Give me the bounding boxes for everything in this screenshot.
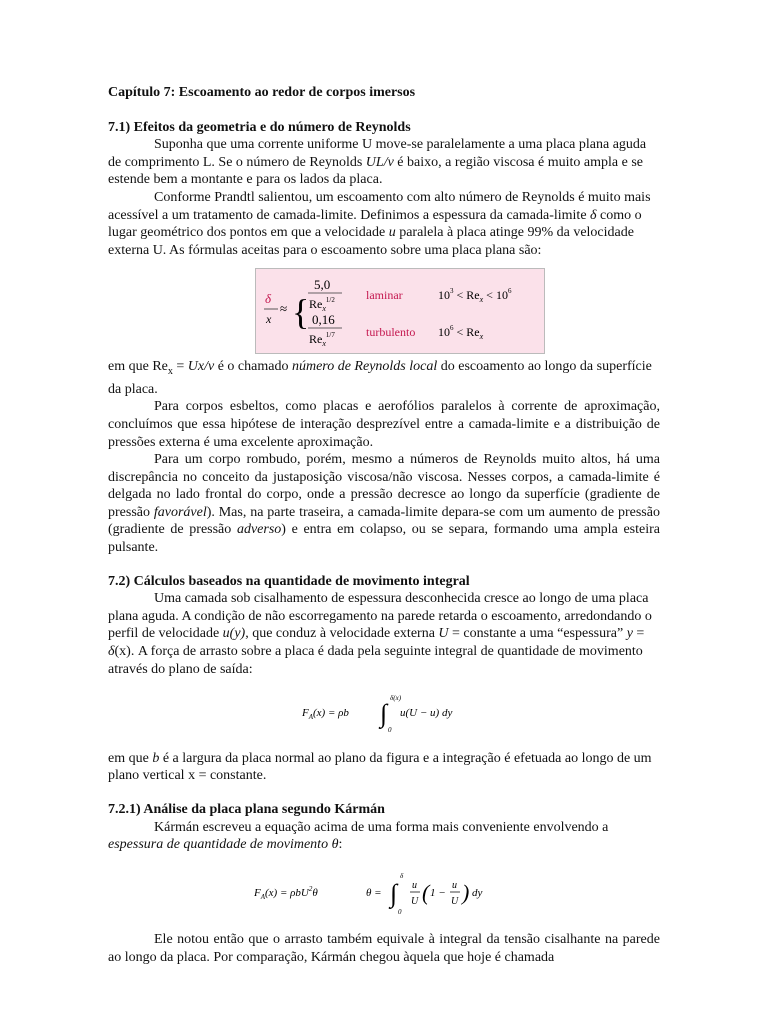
svg-text:0: 0 bbox=[388, 726, 392, 735]
svg-text:): ) bbox=[462, 879, 470, 905]
section-7-1-heading: 7.1) Efeitos da geometria e do número de Reynolds bbox=[108, 119, 411, 135]
paragraph: Para um corpo rombudo, porém, mesmo a números de Reynolds muito altos, há uma discrepância no conceito da justaposição viscosa/não viscosa. Nesses corpos, a camada-limite é delgada no lado frontal do corpo, onde a pressão decresce ao longo da superfície (gradiente de pressão favorável). Mas, na parte traseira, a camada-limite depara-se com um aumento de pressão (gradiente de pressão adverso) e entra em colapso, ou se separa, formando uma ampla esteira pulsante. bbox=[108, 452, 660, 556]
section-7-2-1-heading: 7.2.1) Análise da placa plana segundo Kármán bbox=[108, 802, 385, 818]
svg-text:≈: ≈ bbox=[280, 301, 288, 317]
svg-text:u: u bbox=[412, 879, 417, 891]
paragraph: Para corpos esbeltos, como placas e aerofólios paralelos à corrente de aproximação, concluímos que essa hipótese de interação desprezível entre a camada-limite e a distribuição de pressões externa é uma excelente aproximação. bbox=[108, 399, 660, 450]
chapter-title: Capítulo 7: Escoamento ao redor de corpos imersos bbox=[108, 85, 416, 100]
document-page bbox=[108, 84, 660, 967]
boundary-layer-formula-box bbox=[255, 268, 545, 354]
svg-text:δ(x): δ(x) bbox=[390, 694, 402, 703]
momentum-integral-equation bbox=[108, 690, 660, 740]
paragraph: Ele notou então que o arrasto também equivale à integral da tensão cisalhante na parede ao longo da placa. Por comparação, Kármán chegou àquela que hoje é chamada bbox=[108, 932, 660, 965]
svg-text:∫: ∫ bbox=[390, 878, 398, 908]
paragraph: Suponha que uma corrente uniforme U move-se paralelamente a uma placa plana aguda de comprimento L. Se o número de Reynolds UL/ν é baixo, a região viscosa é muito ampla e se estende bem a montante e para os lados da placa. bbox=[108, 137, 647, 188]
svg-text:FA(x) = ρb: $F_A(x) = \rho b$ bbox=[302, 707, 349, 722]
boundary-layer-formula bbox=[256, 269, 544, 353]
svg-text:FA(x) = ρbU2θ: $F_A(x) = \rho bU^2\theta$ bbox=[254, 884, 318, 901]
turbulent-numerator: 0,16 bbox=[312, 312, 335, 328]
svg-text:∫: ∫ bbox=[380, 699, 388, 729]
turbulent-label: turbulento bbox=[366, 325, 416, 340]
paragraph: Conforme Prandtl salientou, um escoamento com alto número de Reynolds é muito mais acessível a um tratamento de camada-limite. Definimos a espessura da camada-limite δ como o lugar geométrico dos pontos em que a velocidade u paralela à placa atinge 99% da velocidade externa U. As fórmulas aceitas para o escoamento sobre uma placa plana são: bbox=[108, 189, 651, 258]
svg-text:Rex1/7: $Re_x^{1/7}$ bbox=[309, 331, 335, 349]
paragraph: em que b é a largura da placa normal ao plano da figura e a integração é efetuada ao longo de um plano vertical x = constante. bbox=[108, 750, 652, 784]
svg-text:{: { bbox=[292, 292, 310, 333]
svg-text:0: 0 bbox=[398, 907, 402, 916]
svg-text:u: u bbox=[452, 879, 457, 891]
laminar-numerator: 5,0 bbox=[314, 277, 331, 293]
svg-text:δ: δ bbox=[400, 871, 404, 880]
svg-text:dy: dy bbox=[472, 886, 483, 899]
paragraph: Uma camada sob cisalhamento de espessura desconhecida cresce ao longo de uma placa plana aguda. A condição de não escorregamento na parede retarda o escoamento, arredondando o perfil de velocidade u(y), que conduz à velocidade externa U = constante a uma “espessura” y = δ(x). A força de arrasto sobre a placa é dada pela seguinte integral de quantidade de movimento através do plano de saída: bbox=[108, 591, 652, 677]
svg-text:U: U bbox=[411, 895, 419, 907]
paragraph: Kármán escreveu a equação acima de uma forma mais conveniente envolvendo a espessura de quantidade de movimento θ: bbox=[108, 819, 609, 853]
svg-text:θ =: θ = bbox=[366, 886, 382, 899]
svg-text:Rex1/2: $Re_x^{1/2}$ bbox=[309, 296, 335, 314]
karman-equation bbox=[108, 868, 660, 922]
laminar-label: laminar bbox=[366, 288, 403, 303]
svg-text:(: ( bbox=[422, 879, 430, 905]
svg-text:x: x bbox=[266, 312, 272, 327]
svg-text:U: U bbox=[451, 895, 459, 907]
section-7-2-heading: 7.2) Cálculos baseados na quantidade de movimento integral bbox=[108, 573, 470, 589]
svg-text:103 < Rex < 106: $10^3 < Re_x < 10^6$ bbox=[438, 287, 512, 305]
svg-text:u(U − u) dy: u(U − u) dy bbox=[400, 707, 453, 720]
svg-text:δ: δ bbox=[265, 291, 272, 307]
paragraph: em que $Re_x = Ux/\nu$ é o chamado número de Reynolds local do escoamento ao longo da superfície da placa. bbox=[108, 359, 652, 397]
svg-text:1 −: 1 − bbox=[430, 886, 446, 899]
svg-text:106 < Rex: $10^6 < Re_x$ bbox=[438, 324, 484, 342]
